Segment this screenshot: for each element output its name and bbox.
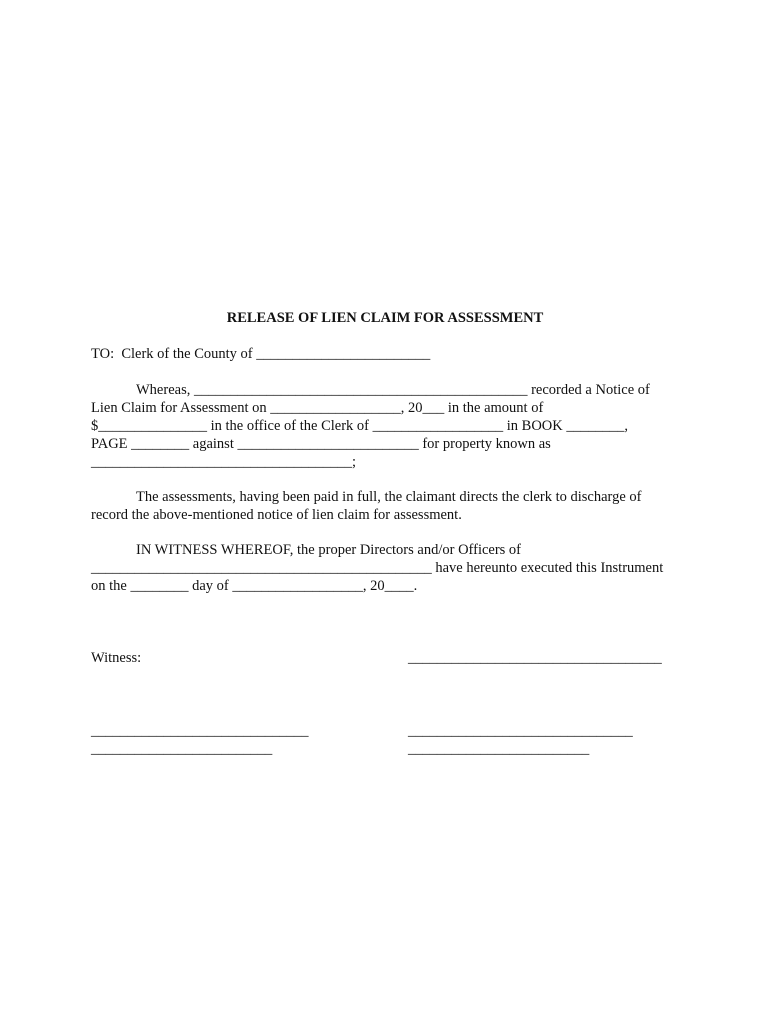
right-signature-line-1: _______________________________ [408,723,633,739]
witness-whereof-line-1: IN WITNESS WHEREOF, the proper Directors and/or Officers of [136,542,522,558]
witness-whereof-line-2: _______________________________________________ have hereunto executed this Instrument [91,560,664,576]
whereas-line-4: PAGE ________ against _________________________ for property known as [91,436,551,452]
witness-label: Witness: [91,650,142,666]
assessment-line-1: The assessments, having been paid in full, the claimant directs the clerk to discharge of [136,489,642,505]
whereas-line-3: $_______________ in the office of the Clerk of __________________ in BOOK ________, [91,418,628,434]
whereas-line-2: Lien Claim for Assessment on __________________, 20___ in the amount of [91,400,544,416]
assessment-line-2: record the above-mentioned notice of lien claim for assessment. [91,507,462,523]
witness-whereof-line-3: on the ________ day of __________________, 20____. [91,578,418,594]
whereas-line-1: Whereas, ______________________________________________ recorded a Notice of [136,382,650,398]
to-line: TO: Clerk of the County of ________________________ [91,346,431,362]
main-signature-line: ___________________________________ [408,650,662,666]
left-signature-line-1: ______________________________ [91,723,309,739]
left-signature-line-2: _________________________ [91,741,273,757]
document-title: RELEASE OF LIEN CLAIM FOR ASSESSMENT [226,310,544,326]
whereas-line-5: ____________________________________; [91,454,357,470]
right-signature-line-2: _________________________ [408,741,590,757]
